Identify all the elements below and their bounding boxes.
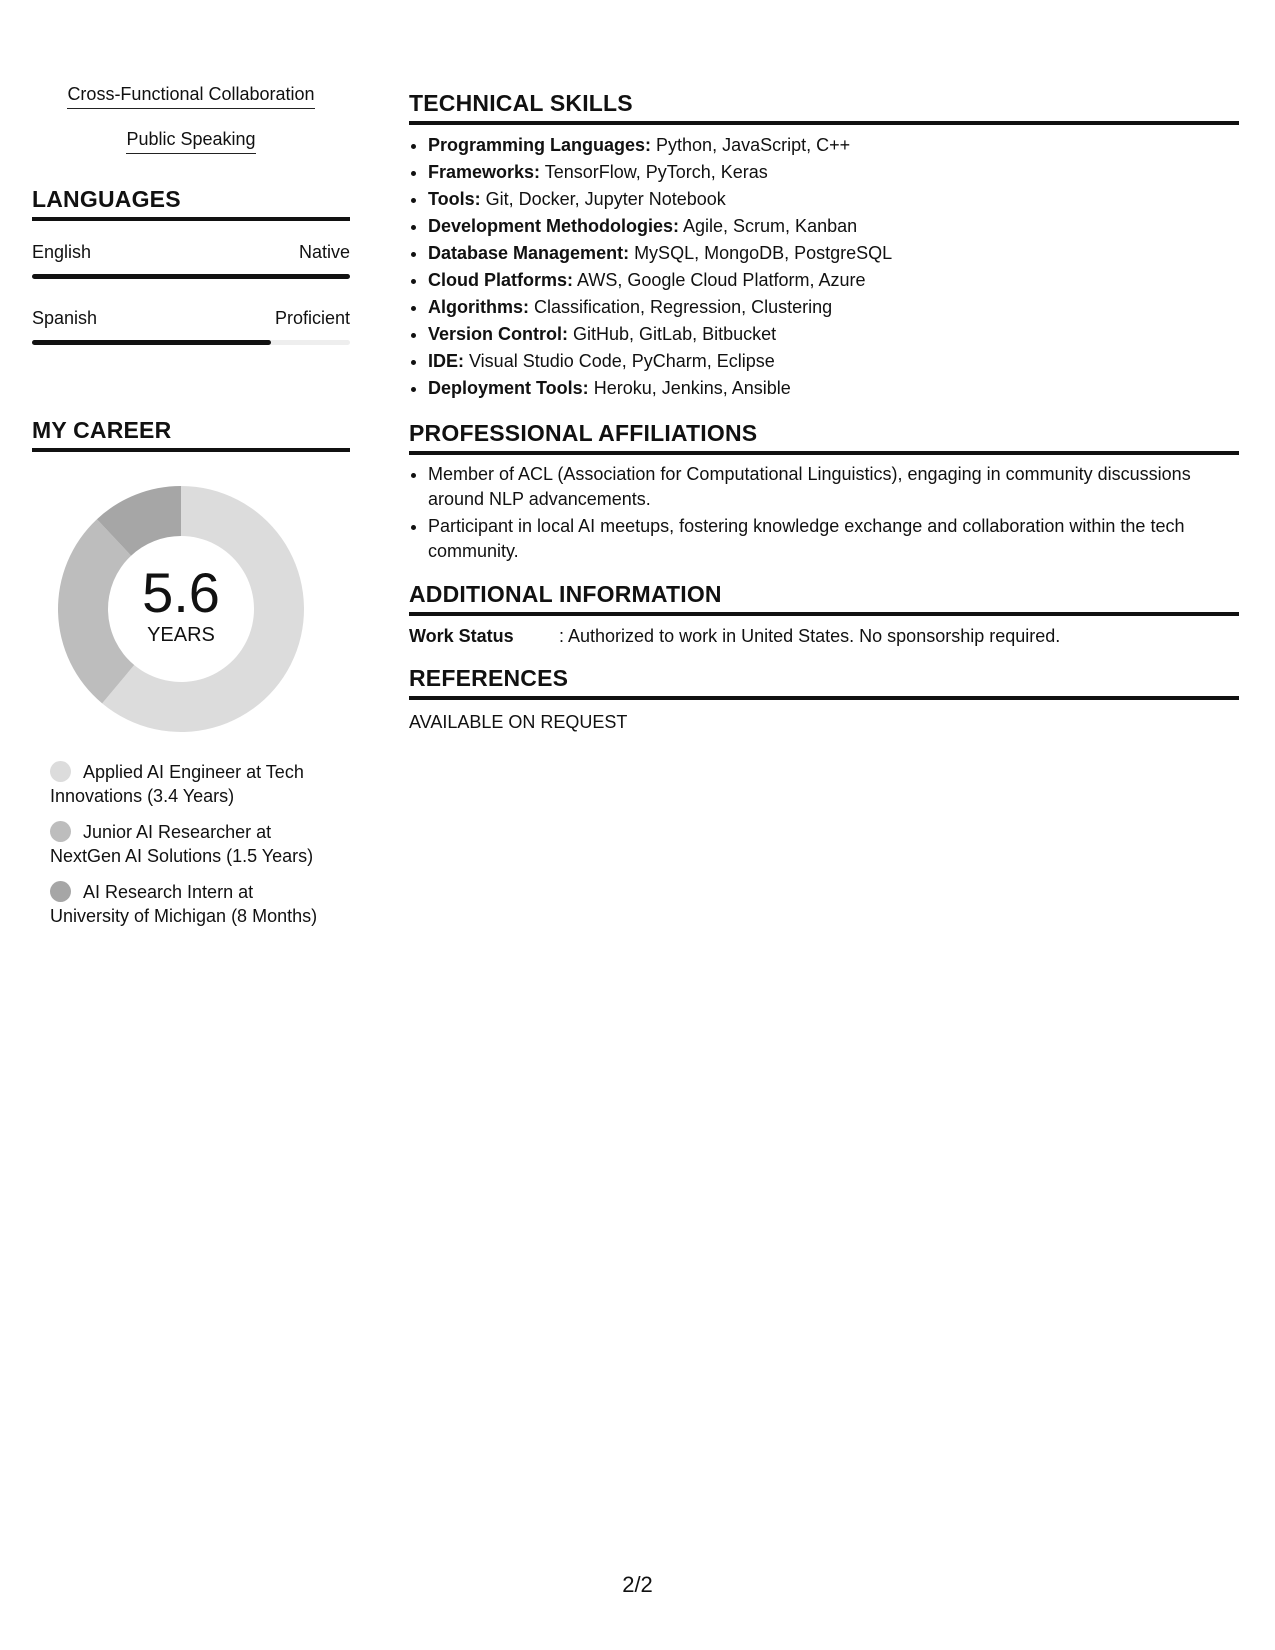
list-item — [428, 240, 1239, 267]
skill-values: AWS, Google Cloud Platform, Azure — [573, 270, 866, 290]
career-donut-chart — [56, 484, 306, 734]
legend-dot-icon — [50, 881, 71, 902]
career-total-years: 5.6 — [142, 561, 220, 624]
career-role-label: Junior AI Researcher at NextGen AI Solutions (1.5 Years) — [50, 822, 314, 866]
list-item: • Member of ACL (Association for Computational Linguistics), engaging in community discussions around NLP advancements. — [428, 462, 1239, 511]
skill-tag — [32, 127, 350, 154]
skill-category: Database Management: — [428, 243, 630, 263]
language-level: Native — [298, 242, 350, 262]
page-number: 2/2 — [622, 1572, 653, 1597]
skill-values: Python, JavaScript, C++ — [651, 135, 851, 155]
career-role-label: AI Research Intern at University of Michigan (8 Months) — [50, 882, 318, 926]
list-item — [428, 267, 1239, 294]
list-item — [428, 213, 1239, 240]
skill-category: Development Methodologies: — [428, 216, 680, 236]
skill-category: Programming Languages: — [428, 135, 652, 155]
list-item — [428, 159, 1239, 186]
career-heading: MY CAREER — [32, 417, 350, 452]
skill-category: Tools: — [428, 189, 481, 209]
technical-skills-heading: TECHNICAL SKILLS — [409, 90, 1239, 125]
career-legend-item — [50, 760, 330, 808]
references-heading: REFERENCES — [409, 665, 1239, 700]
work-status-value: : Authorized to work in United States. No sponsorship required. — [559, 626, 1061, 646]
donut-center — [56, 484, 306, 734]
skill-category: Algorithms: — [428, 297, 529, 317]
language-name: English — [32, 242, 92, 262]
references-text: AVAILABLE ON REQUEST — [409, 712, 628, 732]
list-item — [428, 132, 1239, 159]
list-item — [428, 321, 1239, 348]
skill-category: Frameworks: — [428, 162, 541, 182]
skill-values: Classification, Regression, Clustering — [529, 297, 833, 317]
skill-category: Deployment Tools: — [428, 378, 589, 398]
technical-skills-list — [409, 132, 1239, 402]
affiliations-list — [409, 462, 1239, 563]
skill-tag-label: Public Speaking — [126, 127, 255, 154]
career-legend-item — [50, 880, 330, 928]
language-english — [32, 241, 350, 279]
skill-values: Agile, Scrum, Kanban — [679, 216, 858, 236]
career-legend-item — [50, 820, 330, 868]
legend-dot-icon — [50, 761, 71, 782]
language-proficiency-bar — [32, 340, 350, 345]
additional-info-heading: ADDITIONAL INFORMATION — [409, 581, 1239, 616]
career-total-unit: YEARS — [147, 624, 215, 646]
language-name: Spanish — [32, 308, 98, 328]
work-status-label: Work Status — [409, 626, 514, 646]
skill-values: TensorFlow, PyTorch, Keras — [540, 162, 768, 182]
sidebar — [32, 82, 350, 940]
skill-category: Cloud Platforms: — [428, 270, 574, 290]
list-item: • Participant in local AI meetups, fostering knowledge exchange and collaboration within the tech community. — [428, 514, 1239, 563]
skill-category: IDE: — [428, 351, 464, 371]
language-spanish — [32, 307, 350, 345]
work-status-row — [409, 626, 1239, 647]
skill-tag-label: Cross-Functional Collaboration — [67, 82, 314, 109]
skill-tag — [32, 82, 350, 109]
skill-values: Heroku, Jenkins, Ansible — [588, 378, 791, 398]
language-proficiency-fill — [32, 340, 271, 345]
skill-values: MySQL, MongoDB, PostgreSQL — [629, 243, 893, 263]
skill-values: Git, Docker, Jupyter Notebook — [480, 189, 726, 209]
career-role-label: Applied AI Engineer at Tech Innovations (3.4 Years) — [50, 762, 304, 806]
career-legend — [50, 760, 330, 928]
legend-dot-icon — [50, 821, 71, 842]
skill-category: Version Control: — [428, 324, 569, 344]
list-item — [428, 375, 1239, 402]
skill-values: GitHub, GitLab, Bitbucket — [568, 324, 777, 344]
languages-heading: LANGUAGES — [32, 186, 350, 221]
language-proficiency-bar — [32, 274, 350, 279]
affiliations-heading: PROFESSIONAL AFFILIATIONS — [409, 420, 1239, 455]
list-item — [428, 348, 1239, 375]
skill-values: Visual Studio Code, PyCharm, Eclipse — [464, 351, 775, 371]
list-item — [428, 186, 1239, 213]
language-level: Proficient — [274, 308, 350, 328]
main-content — [409, 90, 1239, 733]
language-proficiency-fill — [32, 274, 350, 279]
list-item — [428, 294, 1239, 321]
